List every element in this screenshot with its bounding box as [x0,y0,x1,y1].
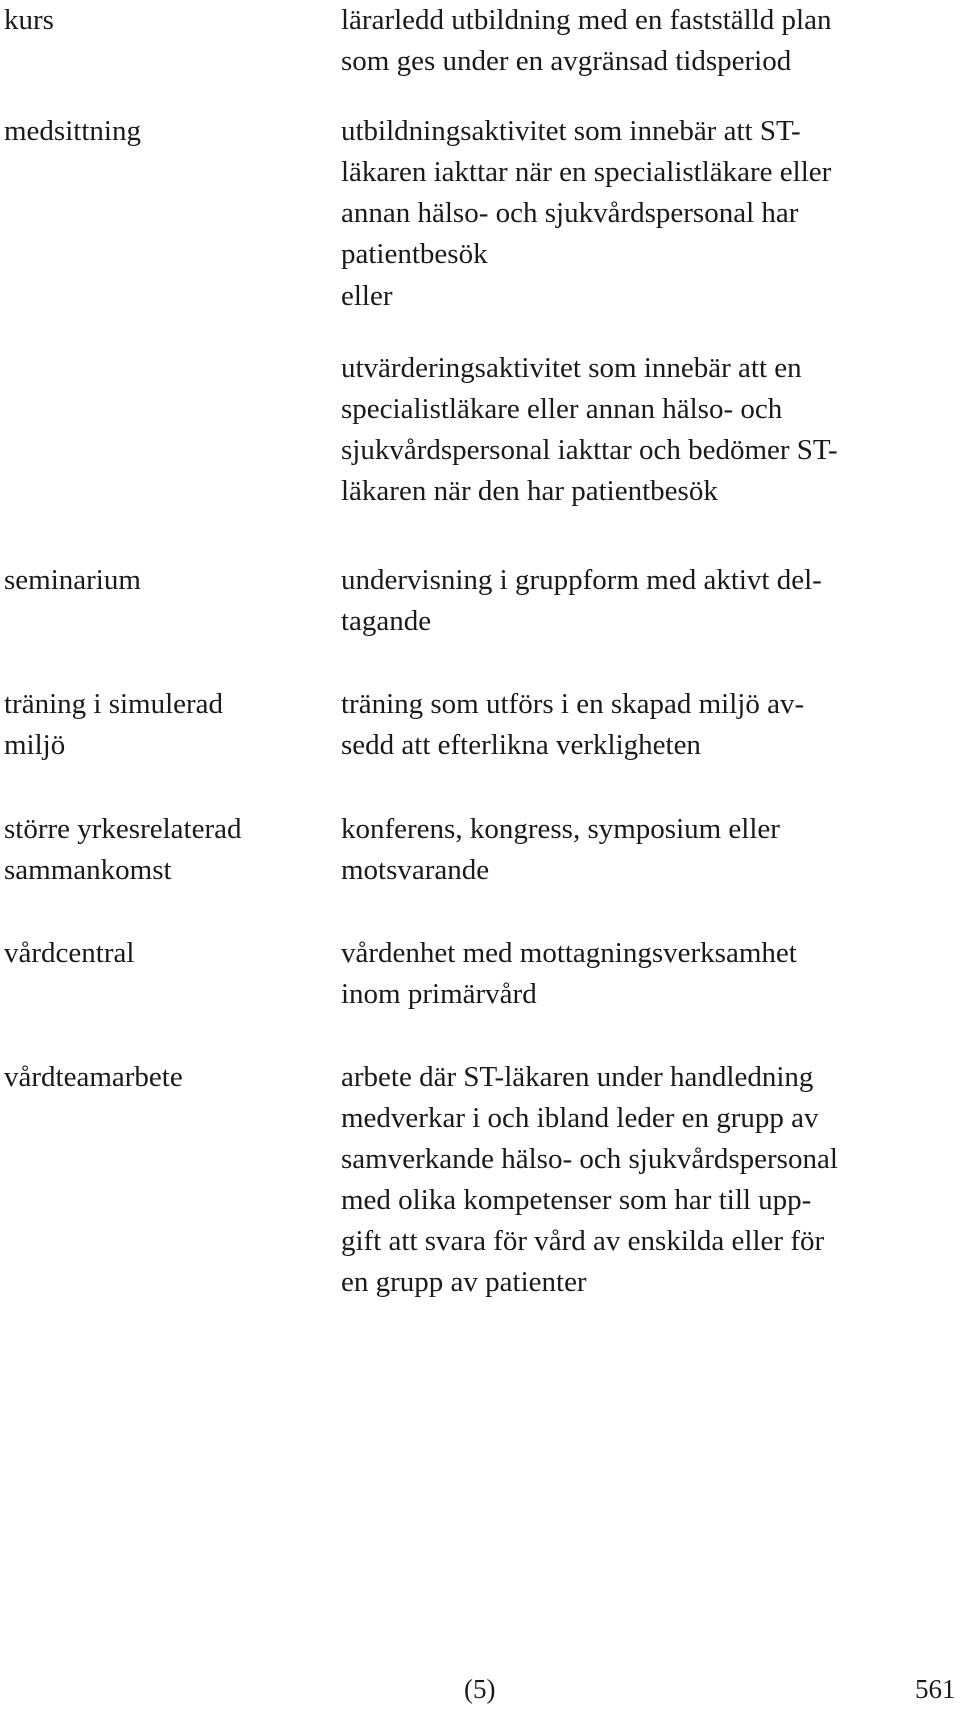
term-seminarium: seminarium [4,564,141,596]
term-medsittning: medsittning [4,115,141,147]
page-number: 561 [915,1674,956,1704]
term-simulerad-traning: träning i simulerad miljö [4,688,224,761]
term-vardteamarbete: vårdteamarbete [4,1061,183,1093]
definition-medsittning-alt: utvärderingsaktivitet som innebär att en specialistläkare eller annan hälso- och sjukvårdspersonal iakttar och bedömer ST- läkaren när den har patientbesök [341,352,838,507]
definition-simulerad-traning: träning som utförs i en skapad miljö av- sedd att efterlikna verkligheten [341,688,805,761]
term-kurs: kurs [4,4,54,36]
definition-vardteamarbete: arbete där ST-läkaren under handledning medverkar i och ibland leder en grupp av samverkande hälso- och sjukvårdspersonal med olika kompetenser som har till upp- gift att svara för vård av enskilda eller för en grupp av patienter [341,1061,838,1298]
term-sammankomst: större yrkesrelaterad sammankomst [4,813,242,886]
definition-kurs: lärarledd utbildning med en fastställd plan som ges under en avgränsad tidsperiod [341,4,832,77]
definition-sammankomst: konferens, kongress, symposium eller motsvarande [341,813,780,886]
section-number: (5) [464,1674,496,1704]
definition-seminarium: undervisning i gruppform med aktivt del- tagande [341,564,822,637]
definition-vardcentral: vårdenhet med mottagningsverksamhet inom primärvård [341,937,797,1010]
term-vardcentral: vårdcentral [4,937,135,969]
definition-medsittning: utbildningsaktivitet som innebär att ST- läkaren iakttar när en specialistläkare eller annan hälso- och sjukvårdspersonal har patientbesök [341,115,832,270]
definition-connector: eller [341,280,393,312]
